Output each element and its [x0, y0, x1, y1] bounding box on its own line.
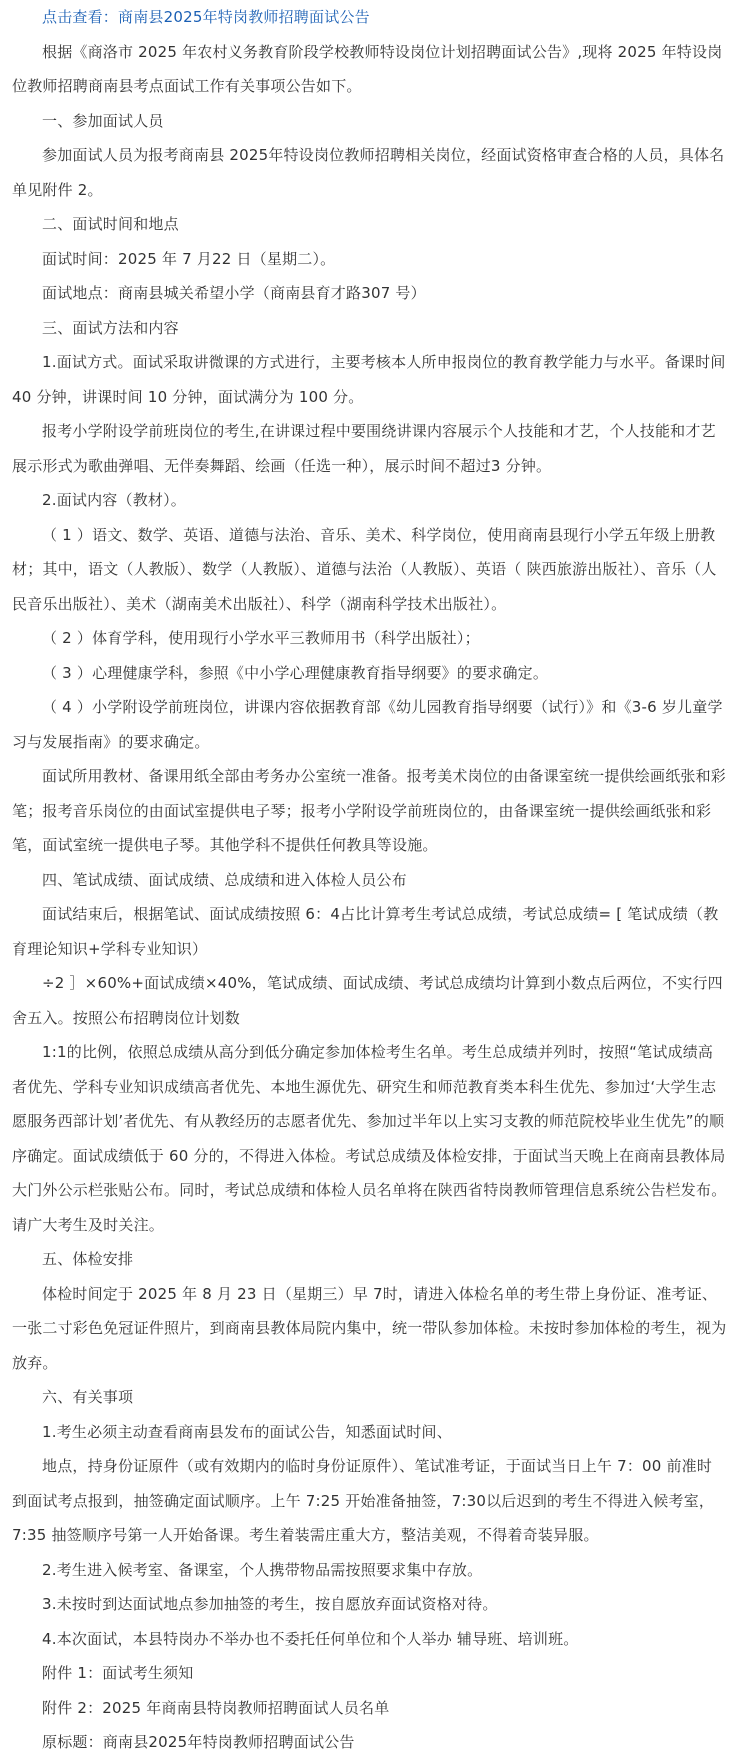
preschool-paragraph: 报考小学附设学前班岗位的考生,在讲课过程中要围绕讲课内容展示个人技能和才艺，个人技能和才艺展示形式为歌曲弹唱、无伴奏舞蹈、绘画（任选一种），展示时间不超过3 分钟。 — [12, 422, 716, 475]
section-heading-notes: 六、有关事项 — [42, 1388, 134, 1406]
attachment-2: 附件 2：2025 年商南县特岗教师招聘面试人员名单 — [42, 1698, 390, 1717]
materials-paragraph: 面试所用教材、备课用纸全部由考务办公室统一准备。报考美术岗位的由备课室统一提供绘画纸张和彩笔；报考音乐岗位的由面试室提供电子琴；报考小学附设学前班岗位的，由备课室统一提供绘画纸张和彩笔，面试室统一提供电子琴。其他学科不提供任何教具等设施。 — [12, 767, 727, 854]
method-paragraph: 1.面试方式。面试采取讲微课的方式进行，主要考核本人所申报岗位的教育教学能力与水平。备课时间 40 分钟，讲课时间 10 分钟，面试满分为 100 分。 — [12, 353, 726, 406]
notes-item-1b: 地点，持身份证原件（或有效期内的临时身份证原件）、笔试准考证，于面试当日上午 7：00 前准时到面试考点报到，抽签确定面试顺序。上午 7:25 开始准备抽签，7:30以后迟到的考生不得进入候考室，7:35 抽签顺序号第一人开始备课。考生着装需庄重大方，整洁美观，不得着奇装异服。 — [12, 1457, 715, 1544]
interview-place: 面试地点：商南县城关希望小学（商南县育才路307 号） — [42, 284, 426, 302]
content-item-4: （ 4 ）小学附设学前班岗位，讲课内容依据教育部《幼儿园教育指导纲要（试行）》和《3-6 岁儿童学习与发展指南》的要求确定。 — [12, 698, 723, 751]
link-title: 商南县2025年特岗教师招聘面试公告 — [118, 8, 370, 26]
content-heading: 2.面试内容（教材）。 — [42, 491, 187, 509]
notes-item-4: 4.本次面试，本县特岗办不举办也不委托任何单位和个人举办 辅导班、培训班。 — [42, 1629, 579, 1648]
content-item-1: （ 1 ）语文、数学、英语、道德与法治、音乐、美术、科学岗位，使用商南县现行小学五年级上册教材；其中，语文（人教版）、数学（人教版）、道德与法治（人教版）、英语（ 陕西旅游出版社）、音乐（人民音乐出版社）、美术（湖南美术出版社）、科学（湖南科学技术出版社）。 — [12, 525, 717, 613]
section-heading-participants: 一、参加面试人员 — [42, 111, 164, 130]
section-heading-time-place: 二、面试时间和地点 — [42, 215, 179, 233]
section-heading-method: 三、面试方法和内容 — [42, 318, 179, 337]
intro-paragraph: 根据《商洛市 2025 年农村义务教育阶段学校教师特设岗位计划招聘面试公告》,现将 2025 年特设岗位教师招聘商南县考点面试工作有关事项公告如下。 — [12, 42, 723, 95]
announcement-link[interactable] — [42, 8, 370, 26]
notes-item-1a: 1.考生必须主动查看商南县发布的面试公告，知悉面试时间、 — [42, 1422, 452, 1441]
scores-paragraph-3: 1:1的比例，依照总成绩从高分到低分确定参加体检考生名单。考生总成绩并列时，按照“笔试成绩高者优先、学科专业知识成绩高者优先、本地生源优先、研究生和师范教育类本科生优先、参加过‘大学生志愿服务西部计划’者优先、有从教经历的志愿者优先、参加过半年以上实习支教的师范院校毕业生优先”的顺序确定。面试成绩低于 60 分的，不得进入体检。考试总成绩及体检安排，于面试当天晚上在商南县教体局大门外公示栏张贴公布。同时，考试总成绩和体检人员名单将在陕西省特岗教师管理信息系统公告栏发布。请广大考生及时关注。 — [12, 1043, 727, 1234]
scores-paragraph-2: ÷2 ］×60%+面试成绩×40%，笔试成绩、面试成绩、考试总成绩均计算到小数点后两位，不实行四舍五入。按照公布招聘岗位计划数 — [12, 974, 723, 1027]
scores-paragraph-1: 面试结束后，根据笔试、面试成绩按照 6：4占比计算考生考试总成绩，考试总成绩= [ 笔试成绩（教育理论知识+学科专业知识） — [12, 905, 719, 958]
original-title: 原标题：商南县2025年特岗教师招聘面试公告 — [42, 1733, 355, 1751]
notes-item-3: 3.未按时到达面试地点参加抽签的考生，按自愿放弃面试资格对待。 — [42, 1595, 498, 1613]
header-link-line — [12, 0, 727, 35]
content-item-2: （ 2 ）体育学科，使用现行小学水平三教师用书（科学出版社）； — [42, 629, 480, 647]
section-heading-scores: 四、笔试成绩、面试成绩、总成绩和进入体检人员公布 — [42, 870, 407, 889]
section-heading-medical: 五、体检安排 — [42, 1250, 134, 1268]
participants-paragraph: 参加面试人员为报考商南县 2025年特设岗位教师招聘相关岗位，经面试资格审查合格的人员，具体名单见附件 2。 — [12, 146, 725, 199]
content-item-3: （ 3 ）心理健康学科，参照《中小学心理健康教育指导纲要》的要求确定。 — [42, 663, 549, 682]
notes-item-2: 2.考生进入候考室、备课室，个人携带物品需按照要求集中存放。 — [42, 1560, 483, 1579]
medical-paragraph: 体检时间定于 2025 年 8 月 23 日（星期三）早 7时，请进入体检名单的考生带上身份证、准考证、一张二寸彩色免冠证件照片，到商南县教体局院内集中，统一带队参加体检。未按时参加体检的考生，视为放弃。 — [12, 1284, 727, 1372]
link-prefix: 点击查看： — [42, 8, 119, 26]
interview-time: 面试时间：2025 年 7 月22 日（星期二）。 — [42, 249, 336, 268]
attachment-1: 附件 1：面试考生须知 — [42, 1664, 194, 1682]
